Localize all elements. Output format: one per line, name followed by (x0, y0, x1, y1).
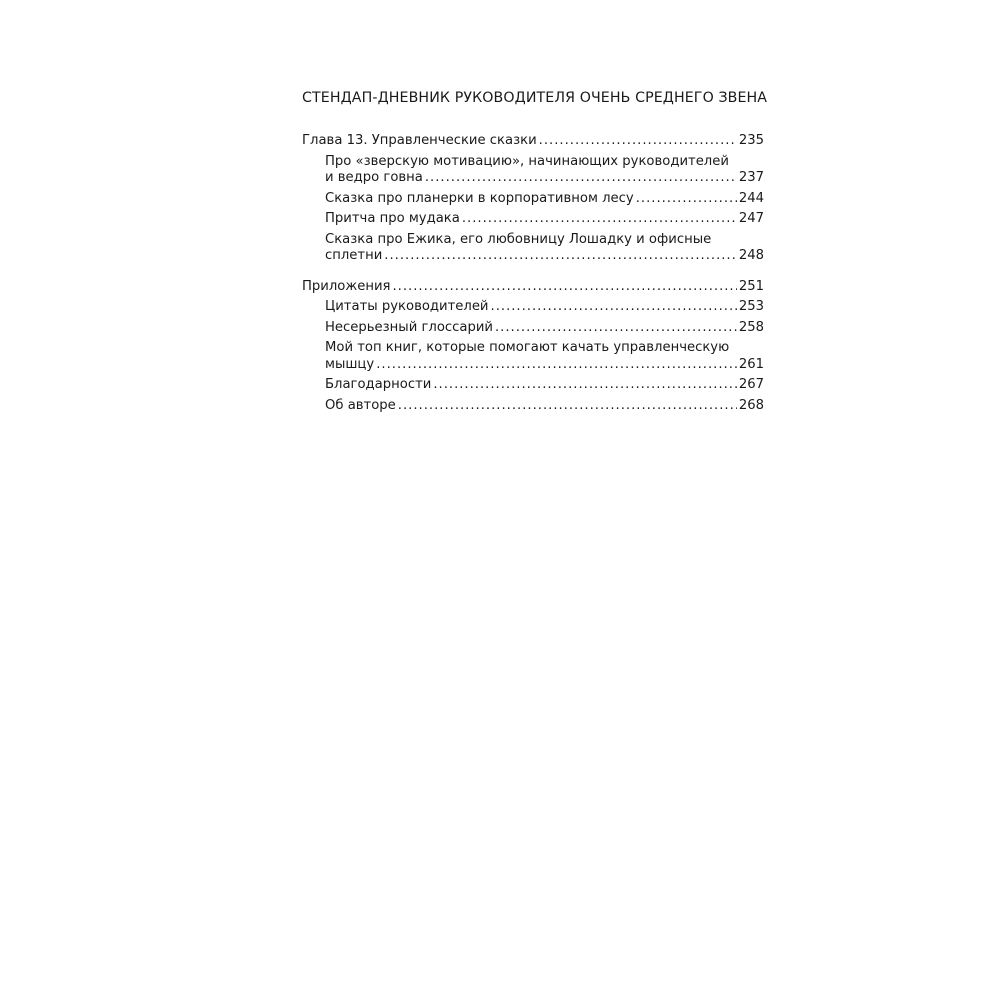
dot-leader (491, 299, 737, 315)
toc-entry-title: Цитаты руководителей (325, 299, 489, 314)
dot-leader (636, 191, 737, 207)
toc-entry-title: Притча про мудака (325, 211, 460, 226)
dot-leader (539, 133, 737, 149)
toc-entry-title-line1: Про «зверскую мотивацию», начинающих руководителей (325, 153, 729, 169)
toc-subentry (302, 398, 764, 419)
dot-leader (462, 211, 737, 227)
toc-entry-title-line2: и ведро говна (325, 170, 423, 185)
toc-subentry (302, 299, 764, 320)
toc-entry-title: Глава 13. Управленческие сказки (302, 133, 537, 148)
toc-subentry (302, 340, 764, 377)
dot-leader (384, 248, 737, 264)
dot-leader (425, 170, 737, 186)
toc-entry-appendix (302, 279, 764, 300)
toc-page-number: 267 (738, 377, 764, 392)
toc-subentry (302, 191, 764, 212)
dot-leader (398, 398, 737, 414)
toc-page-number: 268 (738, 397, 764, 413)
toc-page-number: 258 (738, 319, 764, 335)
toc-entry-chapter-13 (302, 133, 764, 154)
toc-page-number: 244 (738, 190, 764, 206)
toc-subentry (302, 154, 764, 191)
toc-page-number: 261 (738, 356, 764, 372)
toc-entry-title-line1: Сказка про Ежика, его любовницу Лошадку и офисные (325, 231, 712, 247)
running-head: СТЕНДАП-ДНЕВНИК РУКОВОДИТЕЛЯ ОЧЕНЬ СРЕДНЕГО ЗВЕНА (302, 90, 768, 106)
toc-entry-title: Несерьезный глоссарий (325, 319, 493, 335)
toc-entry-title: Сказка про планерки в корпоративном лесу (325, 190, 634, 206)
toc-entry-title: Об авторе (325, 397, 396, 413)
table-of-contents (302, 133, 764, 418)
dot-leader (376, 357, 737, 373)
toc-subentry (302, 232, 764, 269)
toc-entry-title: Приложения (302, 278, 391, 294)
toc-page-number: 248 (738, 248, 764, 263)
toc-subentry (302, 211, 764, 232)
toc-page-number: 253 (738, 299, 764, 314)
toc-subentry (302, 320, 764, 341)
dot-leader (495, 320, 737, 336)
toc-page-number: 235 (738, 133, 764, 148)
toc-entry-title-line2: мышцу (325, 356, 375, 372)
toc-page-number: 237 (738, 170, 764, 185)
dot-leader (392, 279, 736, 295)
toc-page-number: 251 (738, 278, 764, 294)
toc-entry-title: Благодарности (325, 377, 432, 392)
toc-entry-title-line2: сплетни (325, 248, 383, 263)
section-gap (302, 269, 764, 279)
toc-entry-title-line1: Мой топ книг, которые помогают качать управленческую (325, 340, 730, 355)
toc-subentry (302, 377, 764, 398)
dot-leader (433, 377, 737, 393)
toc-page-number: 247 (738, 211, 764, 226)
